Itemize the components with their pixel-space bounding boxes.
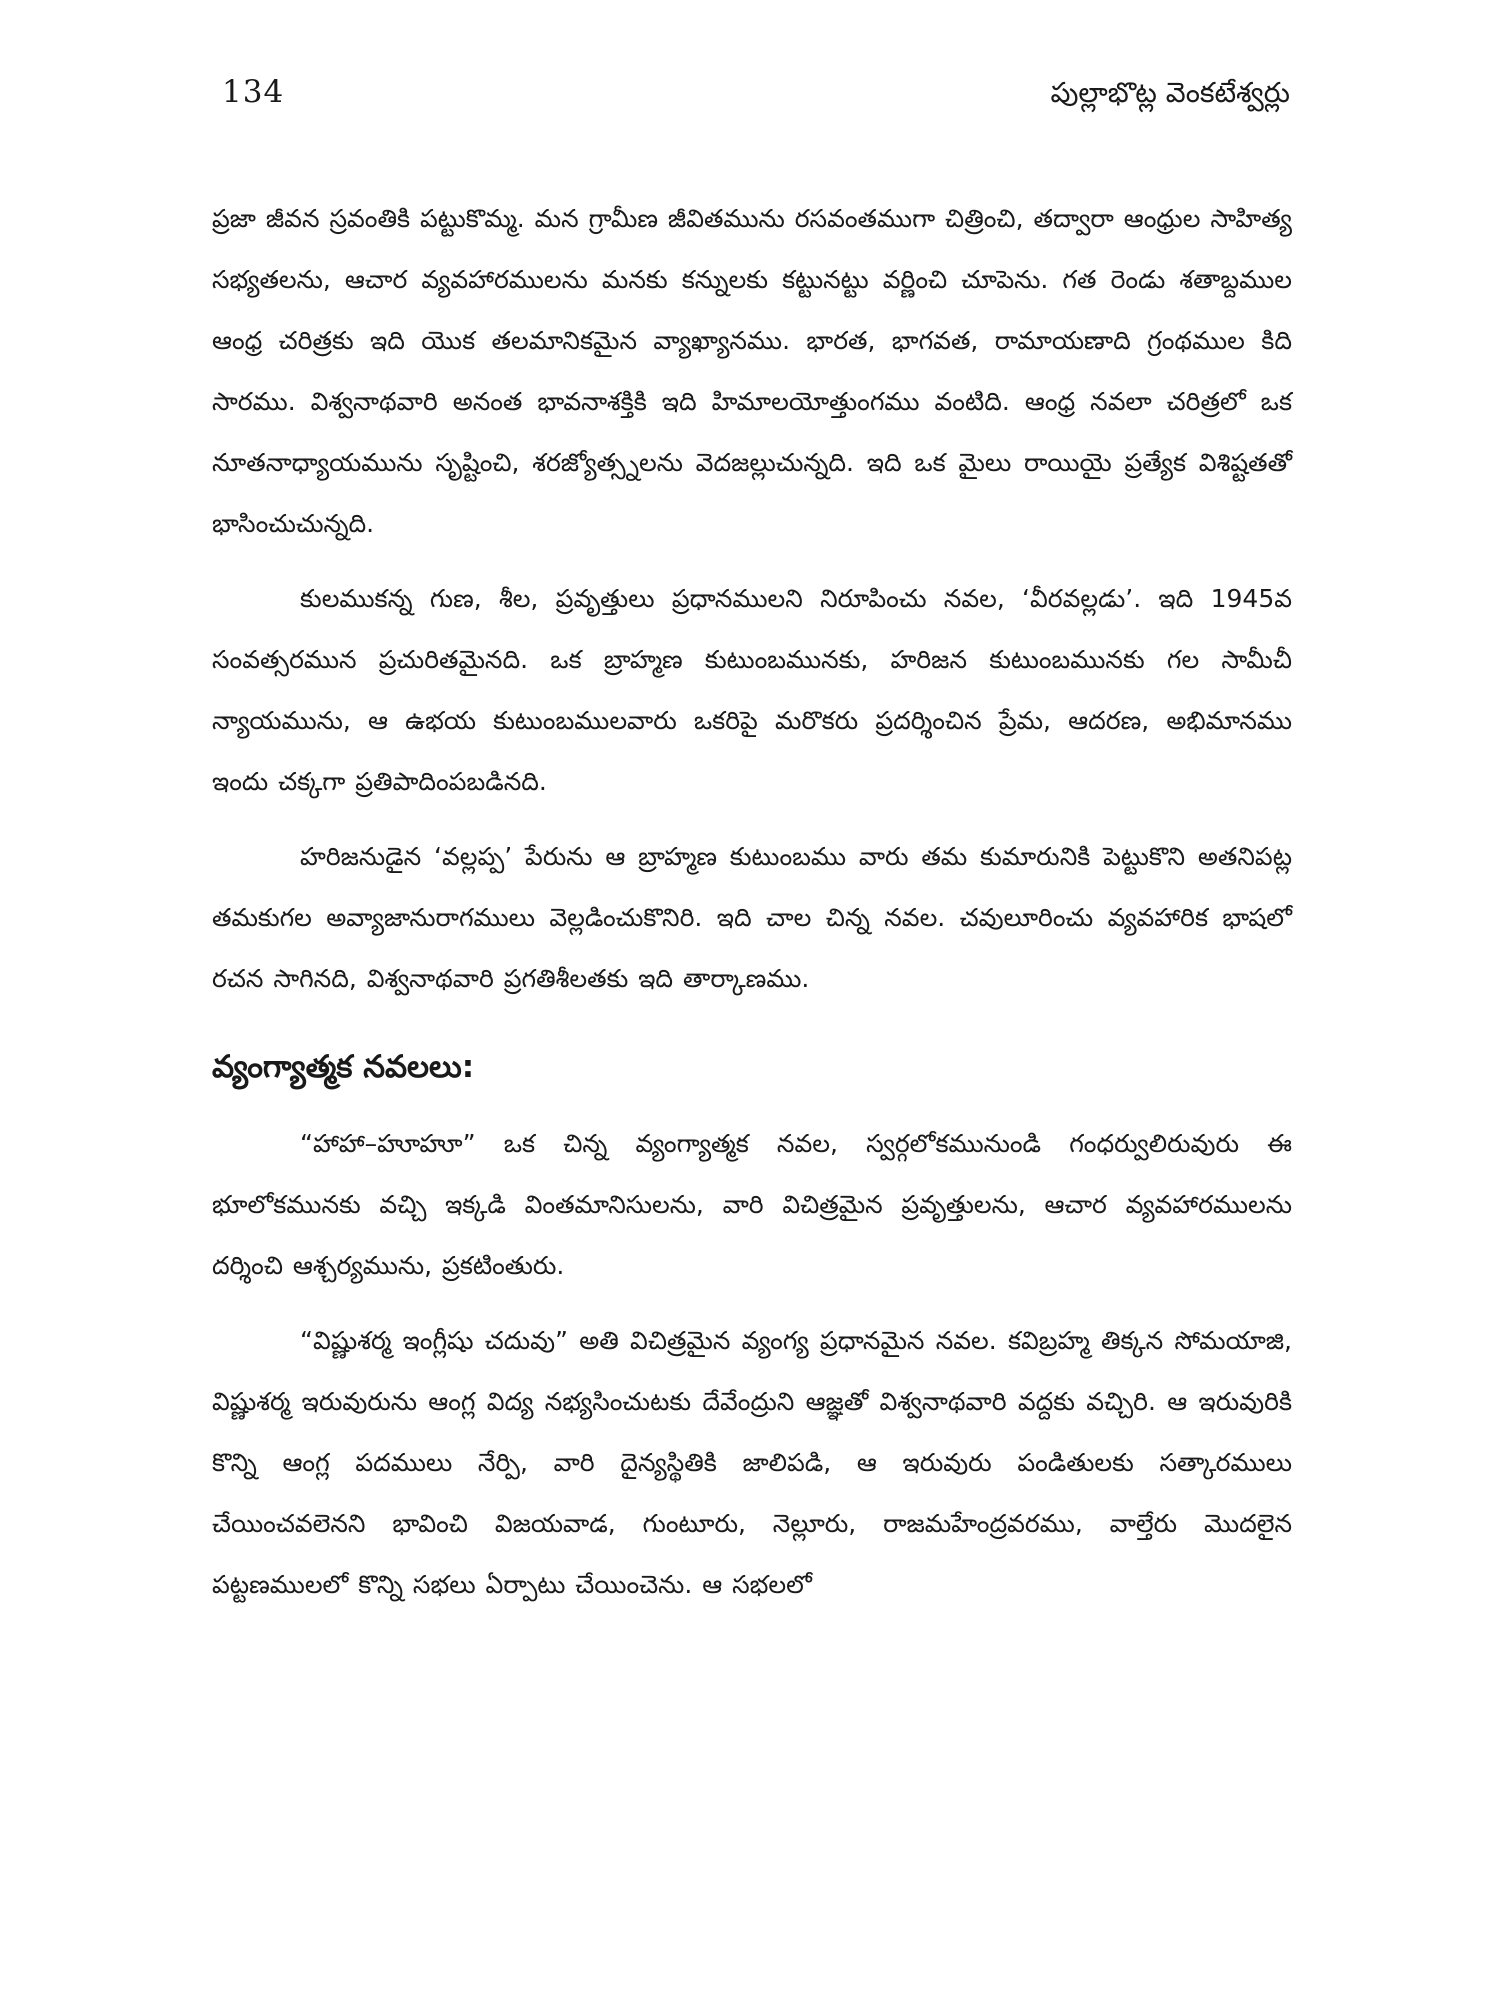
paragraph: ప్రజా జీవన స్రవంతికి పట్టుకొమ్మ. మన గ్రామీణ జీవితమును రసవంతముగా చిత్రించి, తద్వారా ఆంధ్రుల సాహిత్య సభ్యతలను, ఆచార వ్యవహారములను మనకు కన్నులకు కట్టునట్టు వర్ణించి చూపెను. గత రెండు శతాబ్దముల ఆంధ్ర చరిత్రకు ఇది యొక తలమానికమైన వ్యాఖ్యానము. భారత, భాగవత, రామాయణాది గ్రంథముల కిది సారము. విశ్వనాథవారి అనంత భావనాశక్తికి ఇది హిమాలయోత్తుంగము వంటిది. ఆంధ్ర నవలా చరిత్రలో ఒక నూతనాధ్యాయమును సృష్టించి, శరజ్యోత్స్నలను వెదజల్లుచున్నది. ఇది ఒక మైలు రాయియై ప్రత్యేక విశిష్టతతో భాసించుచున్నది. [212, 204, 1292, 538]
body-text [212, 188, 1292, 1615]
section-heading: వ్యంగ్యాత్మక నవలలు: [212, 1049, 475, 1085]
running-header [222, 74, 1290, 124]
paragraph: “హాహా–హూహూ” ఒక చిన్న వ్యంగ్యాత్మక నవల, స్వర్గలోకమునుండి గంధర్వులిరువురు ఈ భూలోకమునకు వచ్చి ఇక్కడి వింతమానిసులను, వారి విచిత్రమైన ప్రవృత్తులను, ఆచార వ్యవహారములను దర్శించి ఆశ్చర్యమును, ప్రకటింతురు. [212, 1129, 1292, 1280]
paragraph: కులముకన్న గుణ, శీల, ప్రవృత్తులు ప్రధానములని నిరూపించు నవల, ‘వీరవల్లడు’. ఇది 1945వ సంవత్సరమున ప్రచురితమైనది. ఒక బ్రాహ్మణ కుటుంబమునకు, హరిజన కుటుంబమునకు గల సామీచీ న్యాయమును, ఆ ఉభయ కుటుంబములవారు ఒకరిపై మరొకరు ప్రదర్శించిన ప్రేమ, ఆదరణ, అభిమానము ఇందు చక్కగా ప్రతిపాదింపబడినది. [212, 584, 1292, 796]
running-header-title: పుల్లాభొట్ల వెంకటేశ్వర్లు [1050, 76, 1290, 109]
paragraph: “విష్ణుశర్మ ఇంగ్లీషు చదువు” అతి విచిత్రమైన వ్యంగ్య ప్రధానమైన నవల. కవిబ్రహ్మ తిక్కన సోమయాజి, విష్ణుశర్మ ఇరువురును ఆంగ్ల విద్య నభ్యసించుటకు దేవేంద్రుని ఆజ్ఞతో విశ్వనాథవారి వద్దకు వచ్చిరి. ఆ ఇరువురికి కొన్ని ఆంగ్ల పదములు నేర్పి, వారి దైన్యస్థితికి జాలిపడి, ఆ ఇరువురు పండితులకు సత్కారములు చేయించవలెనని భావించి విజయవాడ, గుంటూరు, నెల్లూరు, రాజమహేంద్రవరము, వాల్తేరు మొదలైన పట్టణములలో కొన్ని సభలు ఏర్పాటు చేయించెను. ఆ సభలలో [212, 1326, 1292, 1599]
paragraph: హరిజనుడైన ‘వల్లప్ప’ పేరును ఆ బ్రాహ్మణ కుటుంబము వారు తమ కుమారునికి పెట్టుకొని అతనిపట్ల తమకుగల అవ్యాజానురాగములు వెల్లడించుకొనిరి. ఇది చాల చిన్న నవల. చవులూరించు వ్యవహారిక భాషలో రచన సాగినది, విశ్వనాథవారి ప్రగతిశీలతకు ఇది తార్కాణము. [212, 842, 1292, 993]
page-number: 134 [222, 74, 285, 110]
